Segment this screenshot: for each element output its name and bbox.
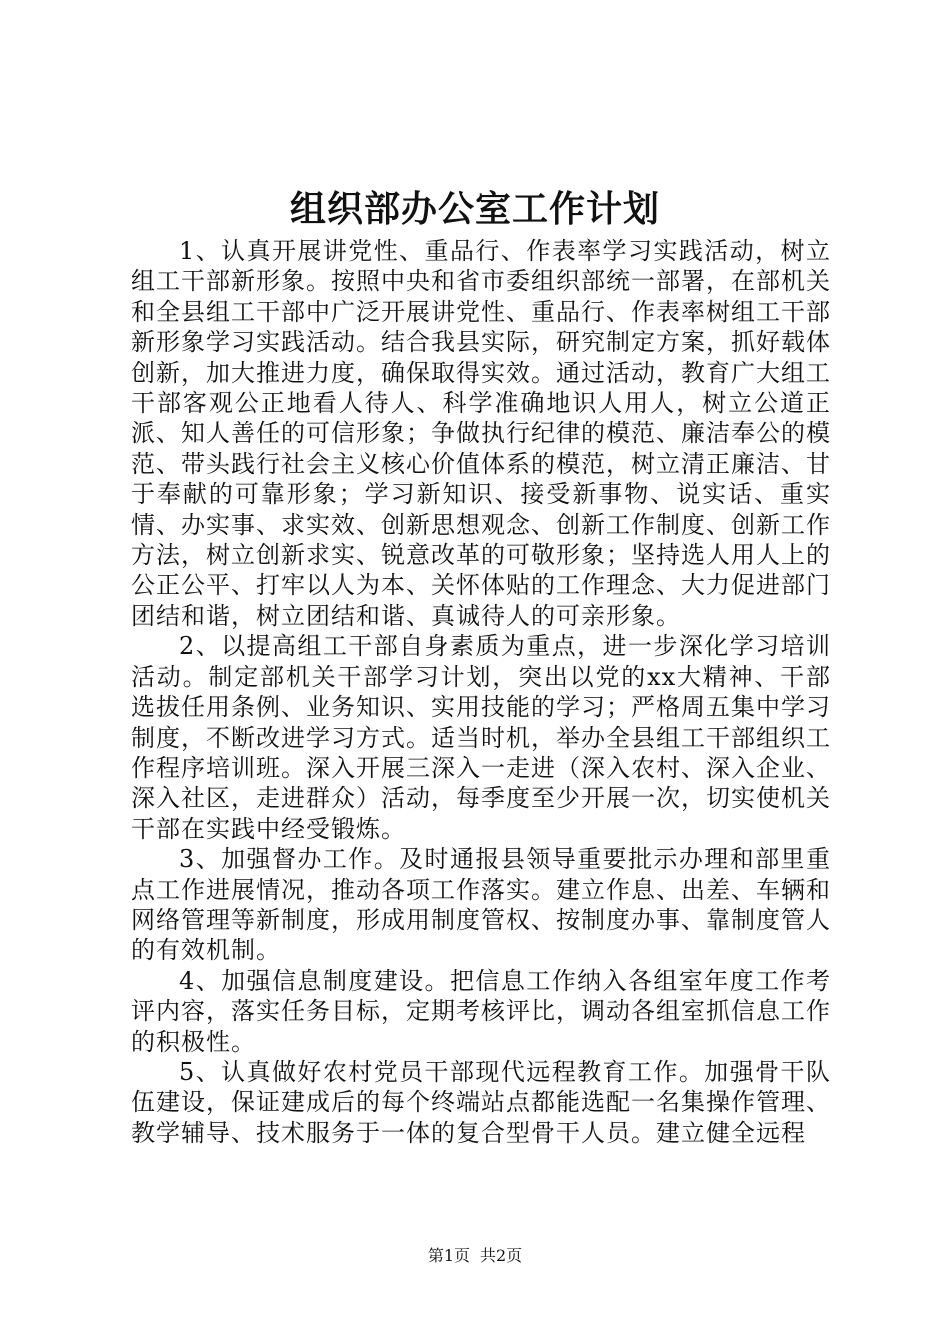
page-footer <box>0 1245 950 1267</box>
page-number: 第1页 <box>427 1246 470 1265</box>
paragraph-2: 2、以提高组工干部自身素质为重点，进一步深化学习培训活动。制定部机关干部学习计划，突出以党的xx大精神、干部选拔任用条例、业务知识、实用技能的学习；严格周五集中学习制度，不断改进学习方式。适当时机，举办全县组工干部组织工作程序培训班。深入开展三深入一走进（深入农村、深入企业、深入社区，走进群众）活动，每季度至少开展一次，切实使机关干部在实践中经受锻炼。 <box>131 632 831 843</box>
document-title: 组织部办公室工作计划 <box>289 188 660 230</box>
document-body <box>131 236 831 1148</box>
paragraph-4: 4、加强信息制度建设。把信息工作纳入各组室年度工作考评内容，落实任务目标，定期考核评比，调动各组室抓信息工作的积极性。 <box>131 966 831 1056</box>
paragraph-5: 5、认真做好农村党员干部现代远程教育工作。加强骨干队伍建设，保证建成后的每个终端站点都能选配一名集操作管理、教学辅导、技术服务于一体的复合型骨干人员。建立健全远程 <box>131 1057 831 1147</box>
page-total: 共2页 <box>480 1246 523 1265</box>
paragraph-1: 1、认真开展讲党性、重品行、作表率学习实践活动，树立组工干部新形象。按照中央和省市委组织部统一部署，在部机关和全县组工干部中广泛开展讲党性、重品行、作表率树组工干部新形象学习实践活动。结合我县实际，研究制定方案，抓好载体创新，加大推进力度，确保取得实效。通过活动，教育广大组工干部客观公正地看人待人、科学准确地识人用人，树立公道正派、知人善任的可信形象；争做执行纪律的模范、廉洁奉公的模范、带头践行社会主义核心价值体系的模范，树立清正廉洁、甘于奉献的可靠形象；学习新知识、接受新事物、说实话、重实情、办实事、求实效、创新思想观念、创新工作制度、创新工作方法，树立创新求实、锐意改革的可敬形象；坚持选人用人上的公正公平、打牢以人为本、关怀体贴的工作理念、大力促进部门团结和谐，树立团结和谐、真诚待人的可亲形象。 <box>131 237 831 630</box>
paragraph-3: 3、加强督办工作。及时通报县领导重要批示办理和部里重点工作进展情况，推动各项工作落实。建立作息、出差、车辆和网络管理等新制度，形成用制度管权、按制度办事、靠制度管人的有效机制。 <box>131 845 831 965</box>
